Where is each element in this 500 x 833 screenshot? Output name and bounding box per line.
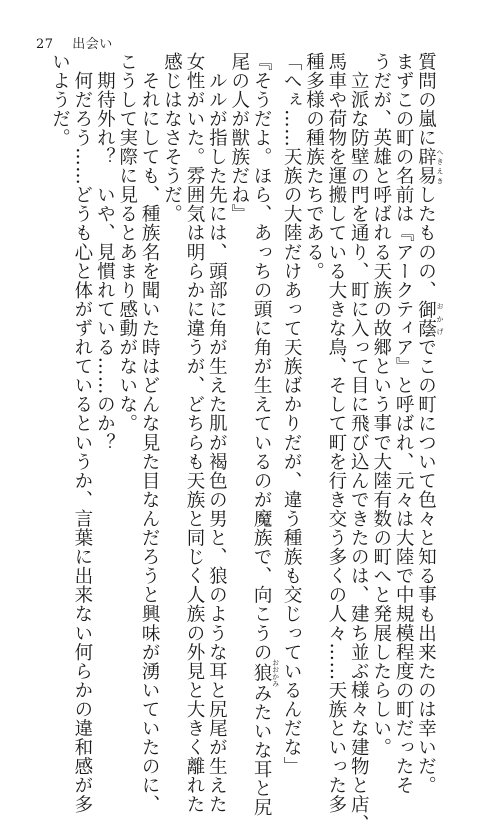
text-line-16: 何だろう……どうも心と体がずれているというか、言葉に出来ない何らかの違和感が多 [71,52,93,814]
running-head [36,33,113,52]
ruby-hekieki: 辟易 へきえき [415,147,444,186]
text-line-5: 馬車や荷物を運搬している大きな鳥、そして町を行き交う多くの人々……天族といった多 [325,52,347,814]
text-line-10: ルルが指した先には、頭部に角が生えた肌が褐色の男と、狼のような耳と尻尾が生えた [206,52,228,814]
body-text [34,52,444,833]
text-line-3: うだが、英雄と呼ばれる天族の故郷という事で大陸有数の町へと発展したらしい。 [370,52,392,757]
chapter-title: 出会い [72,37,113,52]
text-line-13: それにしても、種族名を聞いた時はどんな見た目なんだろうと興味が湧いていたのに、 [139,52,161,814]
text-line-1: 質問の嵐に辟易 へきえきしたものの、御蔭 おかげでこの町について色々と知る事も出来たのは幸いだ。 [415,52,444,795]
text-line-6: 種多様の種族たちである。 [303,52,325,281]
page-number: 27 [36,37,54,52]
text-line-2: まずこの町の名前は『アークティア』と呼ばれ、元々は大陸で中規模程度の町だったそ [393,52,415,795]
text-line-15: 期待外れ？ いや、見慣れている……のか？ [94,52,116,453]
ruby-ookami: 狼 おおかみ [251,658,280,687]
text-line-4: 立派な防壁の門を通り、町に入って目に飛び込んできたのは、建ち並ぶ様々な建物と店、 [348,52,370,833]
text-line-9: 尾の人が獣族だね』 [228,52,250,224]
text-line-12: 感じはなさそうだ。 [161,52,183,224]
text-line-8: 『そうだよ。ほら、あっちの頭に角が生えているのが魔族で、向こうの狼 おおかみみたいな耳と尻 [251,52,280,817]
text-line-14: こうして実際に見るとあまり感動がないな。 [116,52,138,433]
text-line-11: 女性がいた。雰囲気は明らかに違うが、どちらも天族と同じく人族の外見と大きく離れた [183,52,205,814]
text-line-7: 「へぇ……天族の大陸だけあって天族ばかりだが、違う種族も交じっているんだな」 [281,52,303,776]
text-line-17: いようだ。 [49,52,71,148]
ruby-okage: 御蔭 おかげ [415,299,444,338]
